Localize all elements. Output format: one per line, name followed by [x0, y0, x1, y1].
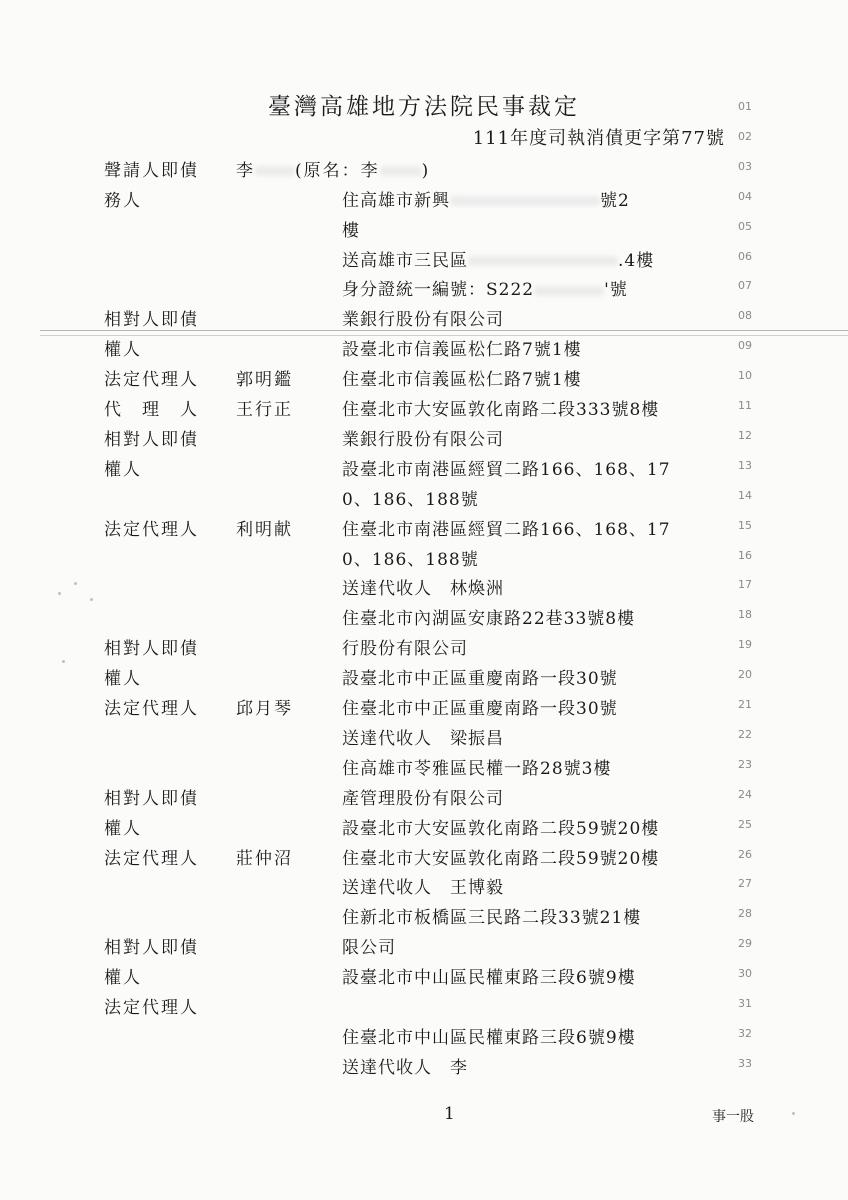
party-role-label: 相對人即債	[104, 429, 199, 450]
line-number: 26	[738, 847, 752, 861]
line-number: 19	[738, 638, 752, 652]
redaction-mark	[380, 166, 422, 176]
address-text: 送達代收人 梁振昌	[342, 728, 504, 749]
party-role-label: 權人	[104, 818, 142, 839]
address-text: 限公司	[342, 938, 396, 959]
address-text: 住新北市板橋區三民路二段33號21樓	[342, 908, 642, 929]
document-line	[0, 543, 848, 573]
party-name: 郭明鑑	[236, 370, 293, 391]
party-role-label: 相對人即債	[104, 639, 199, 660]
address-text	[342, 246, 654, 271]
address-part: 號2	[600, 190, 630, 211]
line-number: 09	[738, 339, 752, 353]
line-number: 30	[738, 967, 752, 981]
line-number: 25	[738, 817, 752, 831]
document-title: 臺灣高雄地方法院民事裁定	[268, 94, 580, 120]
document-line	[0, 184, 848, 214]
line-number: 18	[738, 608, 752, 622]
document-line	[0, 692, 848, 722]
document-line	[0, 782, 848, 812]
party-role-label: 權人	[104, 459, 142, 480]
line-number: 13	[738, 458, 752, 472]
address-text: 0、186、188號	[342, 489, 479, 510]
document-line	[0, 333, 848, 363]
address-text: 住臺北市內湖區安康路22巷33號8樓	[342, 609, 636, 630]
redaction-mark	[450, 196, 600, 206]
document-line	[0, 662, 848, 692]
document-line	[0, 842, 848, 872]
document-line	[0, 124, 848, 154]
party-name: 利明献	[236, 519, 293, 540]
document-line	[0, 812, 848, 842]
party-role-label: 權人	[104, 340, 142, 361]
address-text: 住高雄市苓雅區民權一路28號3樓	[342, 758, 612, 779]
party-role-label: 聲請人即債	[104, 160, 199, 181]
document-line	[0, 961, 848, 991]
document-line	[0, 483, 848, 513]
line-number: 32	[738, 1026, 752, 1040]
document-line	[0, 1051, 848, 1081]
document-line	[0, 722, 848, 752]
line-number: 33	[738, 1056, 752, 1070]
address-text: 住臺北市大安區敦化南路二段333號8樓	[342, 400, 660, 420]
address-text: 設臺北市大安區敦化南路二段59號20樓	[342, 818, 660, 839]
document-line	[0, 632, 848, 662]
line-number: 03	[738, 159, 752, 173]
scan-speck	[74, 582, 77, 585]
address-text: 住臺北市信義區松仁路7號1樓	[342, 370, 582, 391]
address-text: 住臺北市南港區經貿二路166、168、17	[342, 519, 671, 540]
document-line	[0, 303, 848, 333]
line-number: 15	[738, 518, 752, 532]
address-text: 設臺北市中正區重慶南路一段30號	[342, 669, 618, 690]
document-line	[0, 871, 848, 901]
address-text	[342, 186, 630, 211]
document-line	[0, 154, 848, 184]
address-text: 送達代收人 王博毅	[342, 878, 504, 899]
address-text: 樓	[342, 220, 360, 241]
line-number: 23	[738, 757, 752, 771]
address-text: 業銀行股份有限公司	[342, 429, 504, 450]
scan-speck	[62, 660, 65, 663]
line-number: 17	[738, 578, 752, 592]
line-number: 07	[738, 279, 752, 293]
address-text: 行股份有限公司	[342, 639, 468, 660]
case-number: 111年度司執消債更字第77號	[472, 128, 725, 149]
line-number: 28	[738, 907, 752, 921]
document-line	[0, 1021, 848, 1051]
party-role-label: 法定代理人	[104, 998, 199, 1018]
party-role-label: 權人	[104, 968, 142, 989]
line-number: 01	[738, 100, 752, 113]
document-line	[0, 393, 848, 423]
scan-speck	[90, 598, 93, 601]
party-former-name: (原名：李	[295, 160, 380, 181]
address-text: 設臺北市信義區松仁路7號1樓	[342, 340, 582, 361]
line-number: 20	[738, 668, 752, 682]
party-name-part: 李	[236, 160, 255, 181]
page-number: 1	[444, 1104, 455, 1124]
party-former-name-close: )	[421, 160, 431, 181]
redaction-mark	[468, 256, 618, 266]
document-line	[0, 991, 848, 1021]
address-text: 住臺北市中山區民權東路三段6號9樓	[342, 1027, 636, 1048]
line-number: 10	[738, 369, 752, 383]
line-number: 21	[738, 698, 752, 711]
document-line	[0, 214, 848, 244]
address-part: 住高雄市新興	[342, 190, 450, 211]
address-text: 送達代收人 李	[342, 1057, 468, 1078]
document-line	[0, 752, 848, 782]
document-line	[0, 363, 848, 393]
party-name: 邱月琴	[236, 699, 293, 719]
section-label: 事一股	[712, 1109, 754, 1125]
document-line	[0, 244, 848, 274]
party-role-label: 法定代理人	[104, 699, 199, 719]
line-number: 14	[738, 488, 752, 502]
party-role-label: 法定代理人	[104, 848, 199, 869]
redaction-mark	[534, 286, 604, 296]
document-line	[0, 423, 848, 453]
document-line	[0, 453, 848, 483]
address-text: 設臺北市南港區經貿二路166、168、17	[342, 459, 671, 480]
party-role-label: 相對人即債	[104, 310, 199, 331]
address-text	[342, 275, 628, 300]
line-number: 08	[738, 309, 752, 323]
scan-speck	[792, 1112, 795, 1115]
line-number: 22	[738, 727, 752, 741]
document-line	[0, 513, 848, 543]
line-number: 16	[738, 548, 752, 562]
document-line	[0, 931, 848, 961]
party-role-label: 相對人即債	[104, 938, 199, 959]
party-role-label: 法定代理人	[104, 370, 199, 391]
address-text: 設臺北市中山區民權東路三段6號9樓	[342, 968, 636, 989]
line-number: 12	[738, 428, 752, 442]
document-line	[0, 901, 848, 931]
party-role-label: 務人	[104, 190, 142, 211]
line-number: 05	[738, 219, 752, 233]
address-text: 產管理股份有限公司	[342, 788, 504, 809]
address-text: 住臺北市大安區敦化南路二段59號20樓	[342, 848, 660, 869]
address-part: .4樓	[618, 250, 655, 271]
line-number: 04	[738, 189, 752, 203]
document-line	[0, 602, 848, 632]
line-number: 02	[738, 129, 752, 143]
document-line	[0, 273, 848, 303]
redaction-mark	[255, 166, 295, 176]
address-part: 身分證統一編號：S222	[342, 280, 535, 301]
party-name: 王行正	[236, 400, 293, 420]
line-number: 27	[738, 877, 752, 891]
scan-speck	[58, 592, 61, 595]
party-name	[236, 156, 430, 181]
document-line	[0, 572, 848, 602]
address-part: '號	[604, 280, 628, 301]
line-number: 11	[738, 399, 752, 412]
party-role-label: 法定代理人	[104, 519, 199, 540]
address-part: 送高雄市三民區	[342, 250, 468, 271]
party-role-label: 相對人即債	[104, 788, 199, 809]
party-role-label: 代 理 人	[104, 400, 199, 420]
document-line	[0, 94, 848, 124]
line-number: 31	[738, 997, 752, 1010]
line-number: 06	[738, 249, 752, 263]
party-name: 莊仲沼	[236, 848, 293, 869]
line-number: 29	[738, 937, 752, 951]
line-number: 24	[738, 787, 752, 801]
address-text: 0、186、188號	[342, 549, 479, 570]
address-text: 業銀行股份有限公司	[342, 310, 504, 331]
address-text: 住臺北市中正區重慶南路一段30號	[342, 699, 618, 719]
address-text: 送達代收人 林煥洲	[342, 579, 504, 600]
party-role-label: 權人	[104, 669, 142, 690]
